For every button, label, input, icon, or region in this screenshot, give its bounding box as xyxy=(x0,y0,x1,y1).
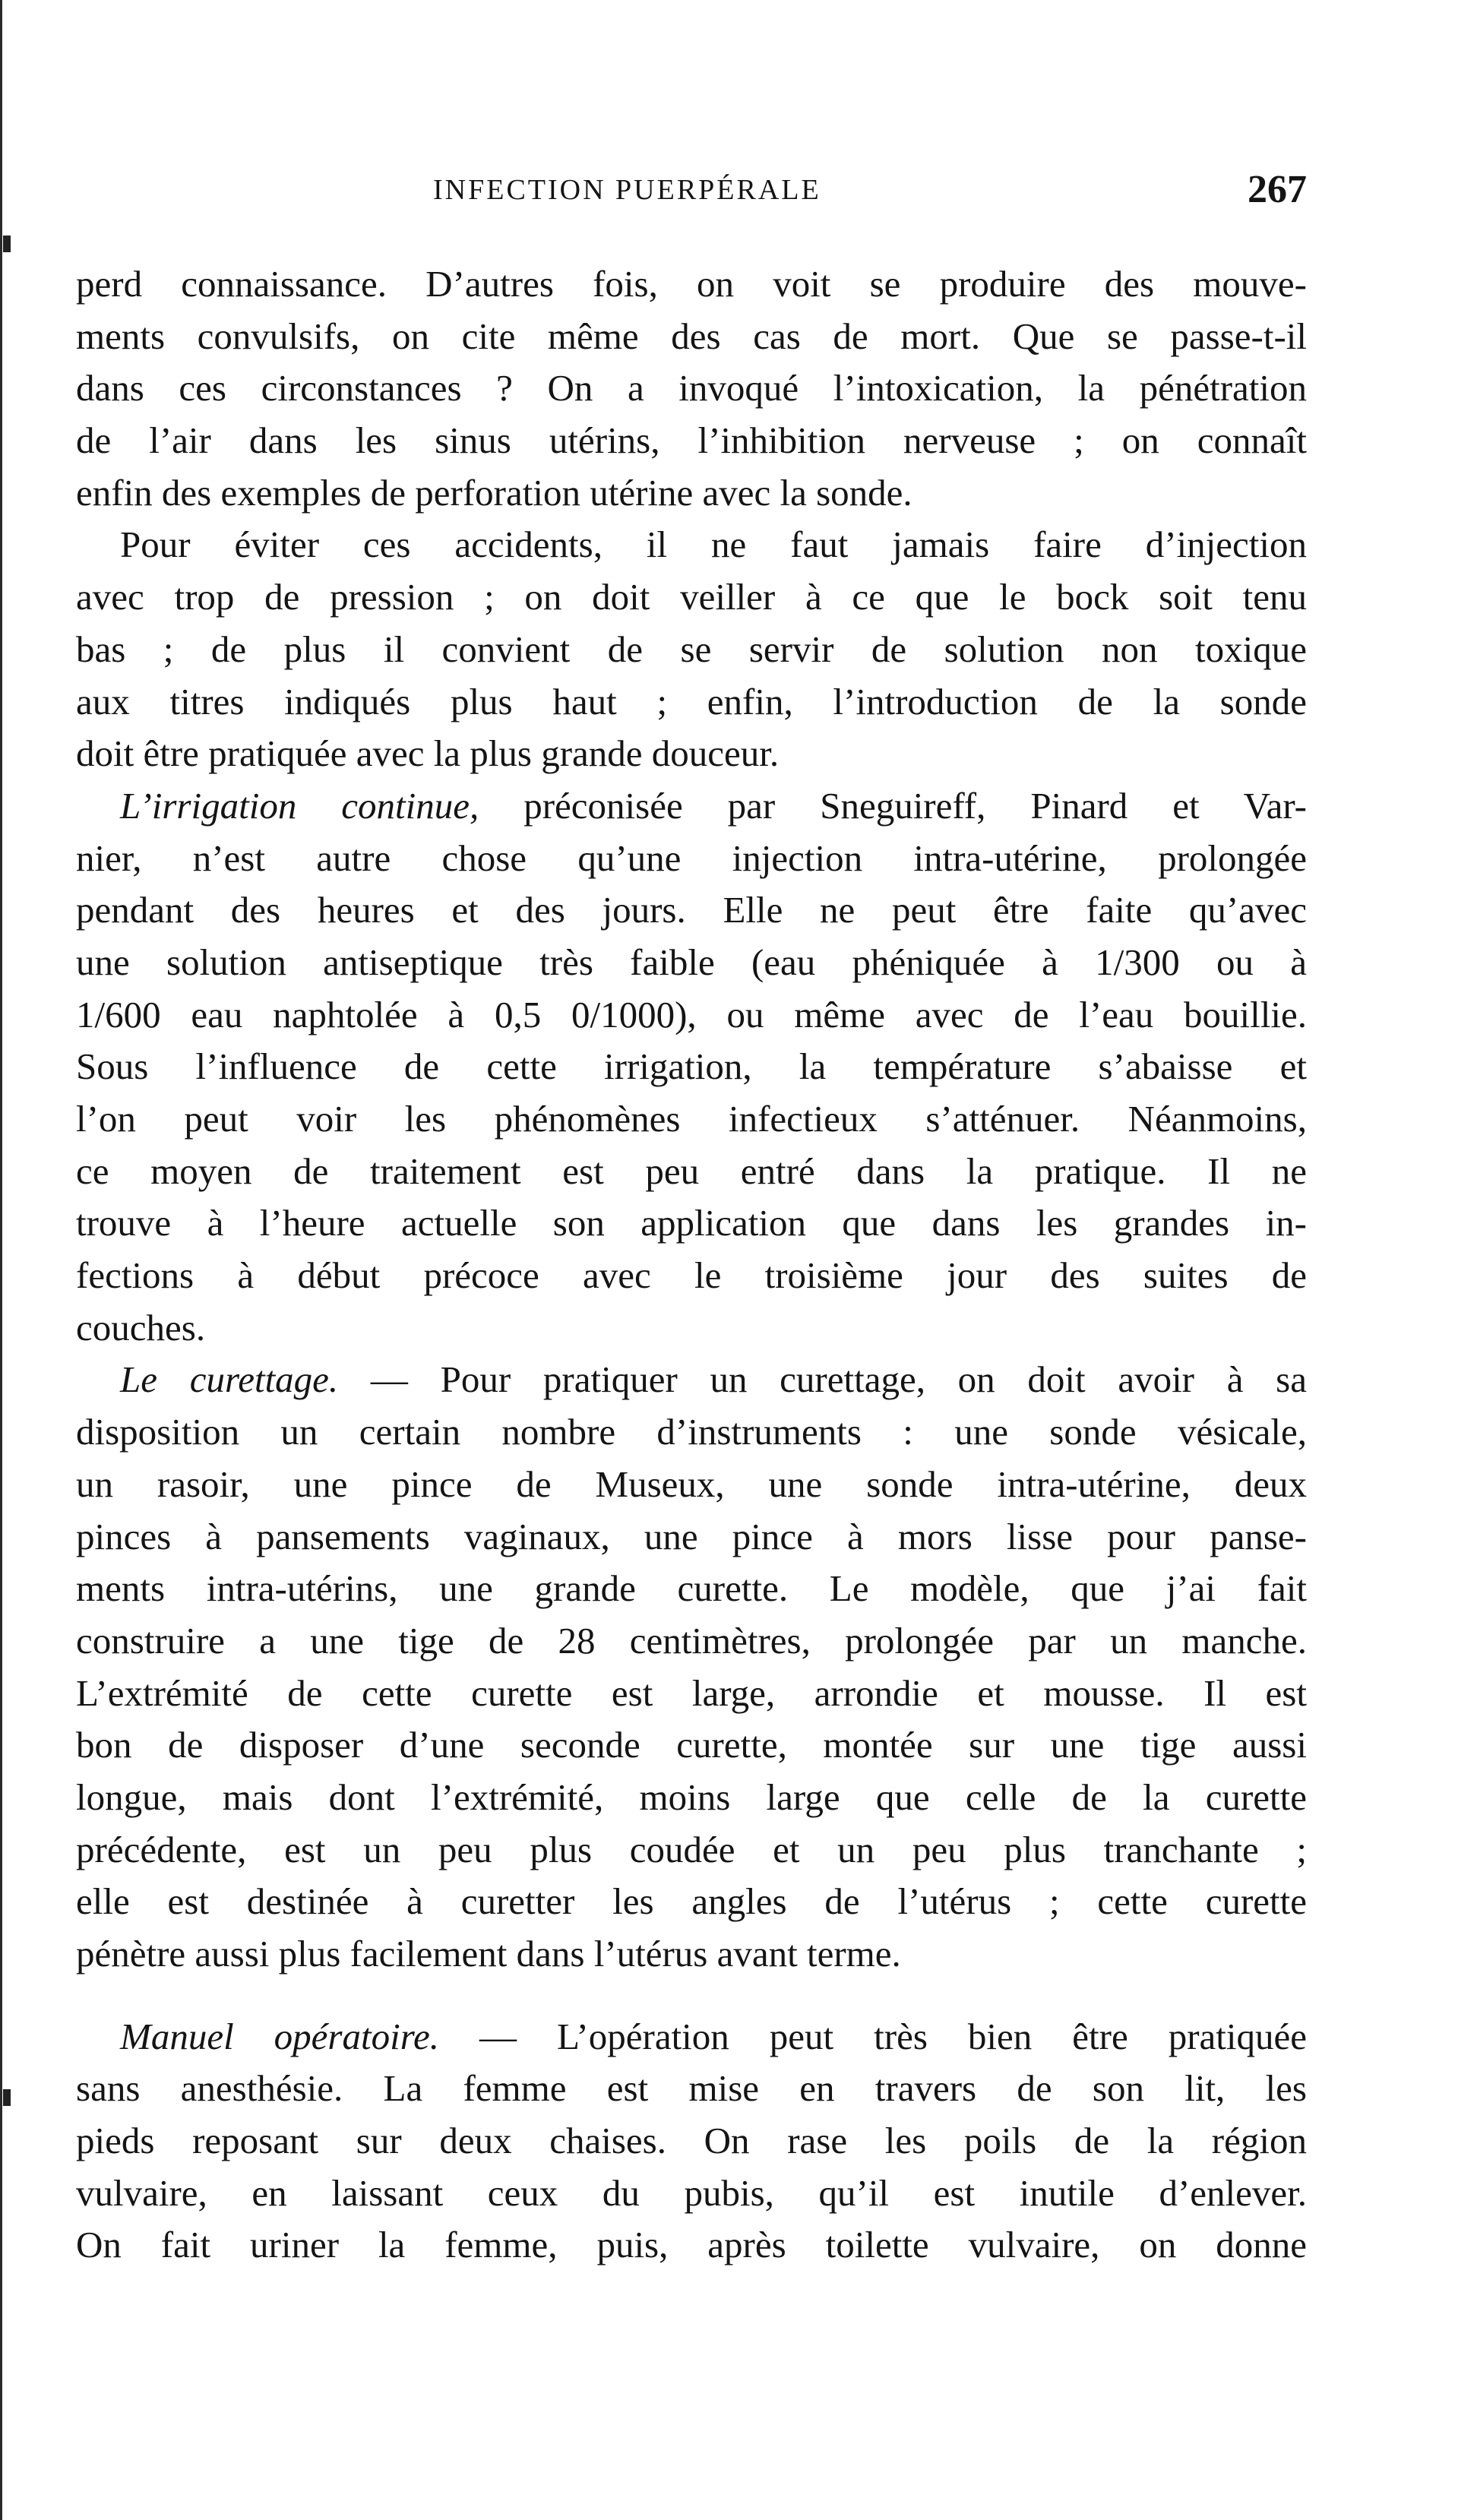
text-line: l’on peut voir les phénomènes infectieux s’atténuer. Néanmoins, xyxy=(76,1098,1307,1140)
text-line-rest: préconisée par Sneguireff, Pinard et Var- xyxy=(523,784,1307,827)
running-title: INFECTION PUERPÉRALE xyxy=(433,174,821,206)
section-lead-curettage: Le curettage. xyxy=(120,1358,339,1401)
text-line: trouve à l’heure actuelle son application que dans les grandes in- xyxy=(76,1202,1307,1244)
text-line: Sous l’influence de cette irrigation, la température s’abaisse et xyxy=(76,1045,1307,1088)
section-lead-manuel: Manuel opératoire. xyxy=(120,2015,439,2057)
text-line: ments intra-utérins, une grande curette. Le modèle, que j’ai fait xyxy=(76,1567,1307,1610)
text-line: enfin des exemples de perforation utérine avec la sonde. xyxy=(76,471,912,514)
text-line: doit être pratiquée avec la plus grande douceur. xyxy=(76,732,780,775)
text-line: Pour éviter ces accidents, il ne faut jamais faire d’injection xyxy=(120,523,1307,566)
running-head xyxy=(76,168,1307,219)
text-line-rest: — Pour pratiquer un curettage, on doit avoir à sa xyxy=(370,1358,1307,1401)
text-line: de l’air dans les sinus utérins, l’inhibition nerveuse ; on connaît xyxy=(76,419,1307,462)
section-lead-irrigation: L’irrigation continue, xyxy=(120,784,479,827)
text-line: couches. xyxy=(76,1306,206,1349)
page-gutter-edge xyxy=(0,0,11,2520)
text-line: ce moyen de traitement est peu entré dans la pratique. Il ne xyxy=(76,1149,1307,1192)
text-line: avec trop de pression ; on doit veiller à ce que le bock soit tenu xyxy=(76,576,1307,618)
gutter-mark xyxy=(3,236,11,252)
text-line: ments convulsifs, on cite même des cas de mort. Que se passe-t-il xyxy=(76,315,1307,357)
text-line: construire a une tige de 28 centimètres, prolongée par un manche. xyxy=(76,1619,1307,1662)
text-line: longue, mais dont l’extrémité, moins large que celle de la curette xyxy=(76,1775,1307,1818)
text-line: sans anesthésie. La femme est mise en travers de son lit, les xyxy=(76,2067,1307,2110)
text-line: un rasoir, une pince de Museux, une sonde intra-utérine, deux xyxy=(76,1462,1307,1505)
body-text xyxy=(76,258,1307,2272)
text-line xyxy=(76,1354,1307,1406)
text-line: L’extrémité de cette curette est large, arrondie et mousse. Il est xyxy=(76,1671,1307,1714)
text-line: dans ces circonstances ? On a invoqué l’intoxication, la pénétration xyxy=(76,367,1307,409)
text-line: pendant des heures et des jours. Elle ne peut être faite qu’avec xyxy=(76,889,1307,931)
text-line: une solution antiseptique très faible (eau phéniquée à 1/300 ou à xyxy=(76,941,1307,983)
text-line: fections à début précoce avec le troisième jour des suites de xyxy=(76,1254,1307,1297)
text-line: pénètre aussi plus facilement dans l’utérus avant terme. xyxy=(76,1933,901,1975)
text-line: aux titres indiqués plus haut ; enfin, l’introduction de la sonde xyxy=(76,680,1307,722)
text-line: disposition un certain nombre d’instruments : une sonde vésicale, xyxy=(76,1411,1307,1453)
text-line: perd connaissance. D’autres fois, on voit se produire des mouve- xyxy=(76,263,1307,305)
text-line: précédente, est un peu plus coudée et un peu plus tranchante ; xyxy=(76,1828,1307,1870)
text-line: elle est destinée à curetter les angles de l’utérus ; cette curette xyxy=(76,1880,1307,1923)
gutter-mark xyxy=(3,2089,11,2106)
text-line: On fait uriner la femme, puis, après toilette vulvaire, on donne xyxy=(76,2224,1307,2266)
text-line: vulvaire, en laissant ceux du pubis, qu’il est inutile d’enlever. xyxy=(76,2171,1307,2214)
text-line: pieds reposant sur deux chaises. On rase les poils de la région xyxy=(76,2120,1307,2162)
text-line xyxy=(76,780,1307,833)
text-line xyxy=(76,2011,1307,2063)
text-line: bas ; de plus il convient de se servir de solution non toxique xyxy=(76,628,1307,670)
page-number: 267 xyxy=(1248,168,1307,211)
text-line-rest: — L’opération peut très bien être pratiquée xyxy=(479,2015,1308,2057)
text-line: 1/600 eau naphtolée à 0,5 0/1000), ou même avec de l’eau bouillie. xyxy=(76,993,1307,1036)
text-line: nier, n’est autre chose qu’une injection intra-utérine, prolongée xyxy=(76,836,1307,879)
text-line: pinces à pansements vaginaux, une pince à mors lisse pour panse- xyxy=(76,1515,1307,1557)
text-line: bon de disposer d’une seconde curette, montée sur une tige aussi xyxy=(76,1724,1307,1766)
